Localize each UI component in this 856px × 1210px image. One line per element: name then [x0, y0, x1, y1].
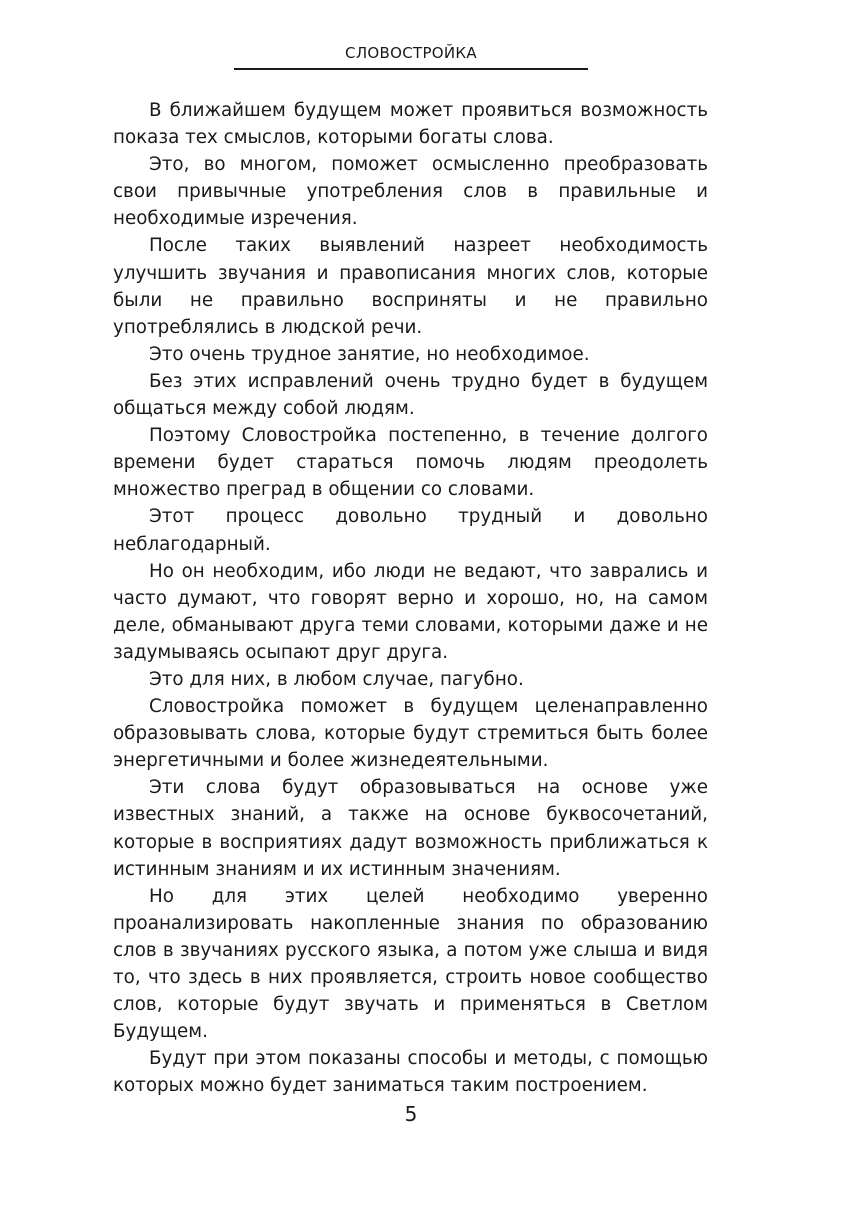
paragraph: Это, во многом, поможет осмысленно преобразовать свои привычные употребления слов в правильные и необходимые изречения. — [113, 154, 708, 230]
running-head: СЛОВОСТРОЙКА — [234, 42, 588, 70]
paragraph: Поэтому Словостройка постепенно, в течение долгого времени будет стараться помочь людям преодолеть множество преград в общении со словами. — [113, 425, 708, 501]
paragraph: Без этих исправлений очень трудно будет в будущем общаться между собой людям. — [113, 370, 708, 420]
paragraph: Это для них, в любом случае, пагубно. — [149, 668, 524, 690]
paragraph: Это очень трудное занятие, но необходимое. — [149, 343, 590, 365]
body-text — [113, 97, 708, 1099]
paragraph: Этот процесс довольно трудный и довольно неблагодарный. — [113, 506, 708, 555]
paragraph: Но он необходим, ибо люди не ведают, что заврались и часто думают, что говорят верно и хорошо, но, на самом деле, обманывают друга теми словами, которыми даже и не задумываясь осыпают друг друга. — [113, 560, 708, 663]
paragraph: В ближайшем будущем может проявиться возможность показа тех смыслов, которыми богаты слова. — [113, 100, 708, 149]
paragraph: Но для этих целей необходимо уверенно проанализировать накопленные знания по образованию слов в звучаниях русского языка, а потом уже слыша и видя то, что здесь в них проявляется, строить новое сообщество слов, которые будут звучать и применяться в Светлом Будущем. — [113, 885, 708, 1043]
paragraph: После таких выявлений назреет необходимость улучшить звучания и правописания многих слов, которые были не правильно восприняты и не правильно употреблялись в людской речи. — [113, 235, 708, 338]
page-number: 5 — [404, 1102, 418, 1126]
paragraph: Эти слова будут образовываться на основе уже известных знаний, а также на основе буквосочетаний, которые в восприятиях дадут возможность приближаться к истинным знаниям и их истинным значениям. — [113, 777, 708, 880]
paragraph: Будут при этом показаны способы и методы, с помощью которых можно будет заниматься таким построением. — [113, 1048, 708, 1097]
paragraph: Словостройка поможет в будущем целенаправленно образовывать слова, которые будут стремиться быть более энергетичными и более жизнедеятельными. — [113, 696, 708, 772]
